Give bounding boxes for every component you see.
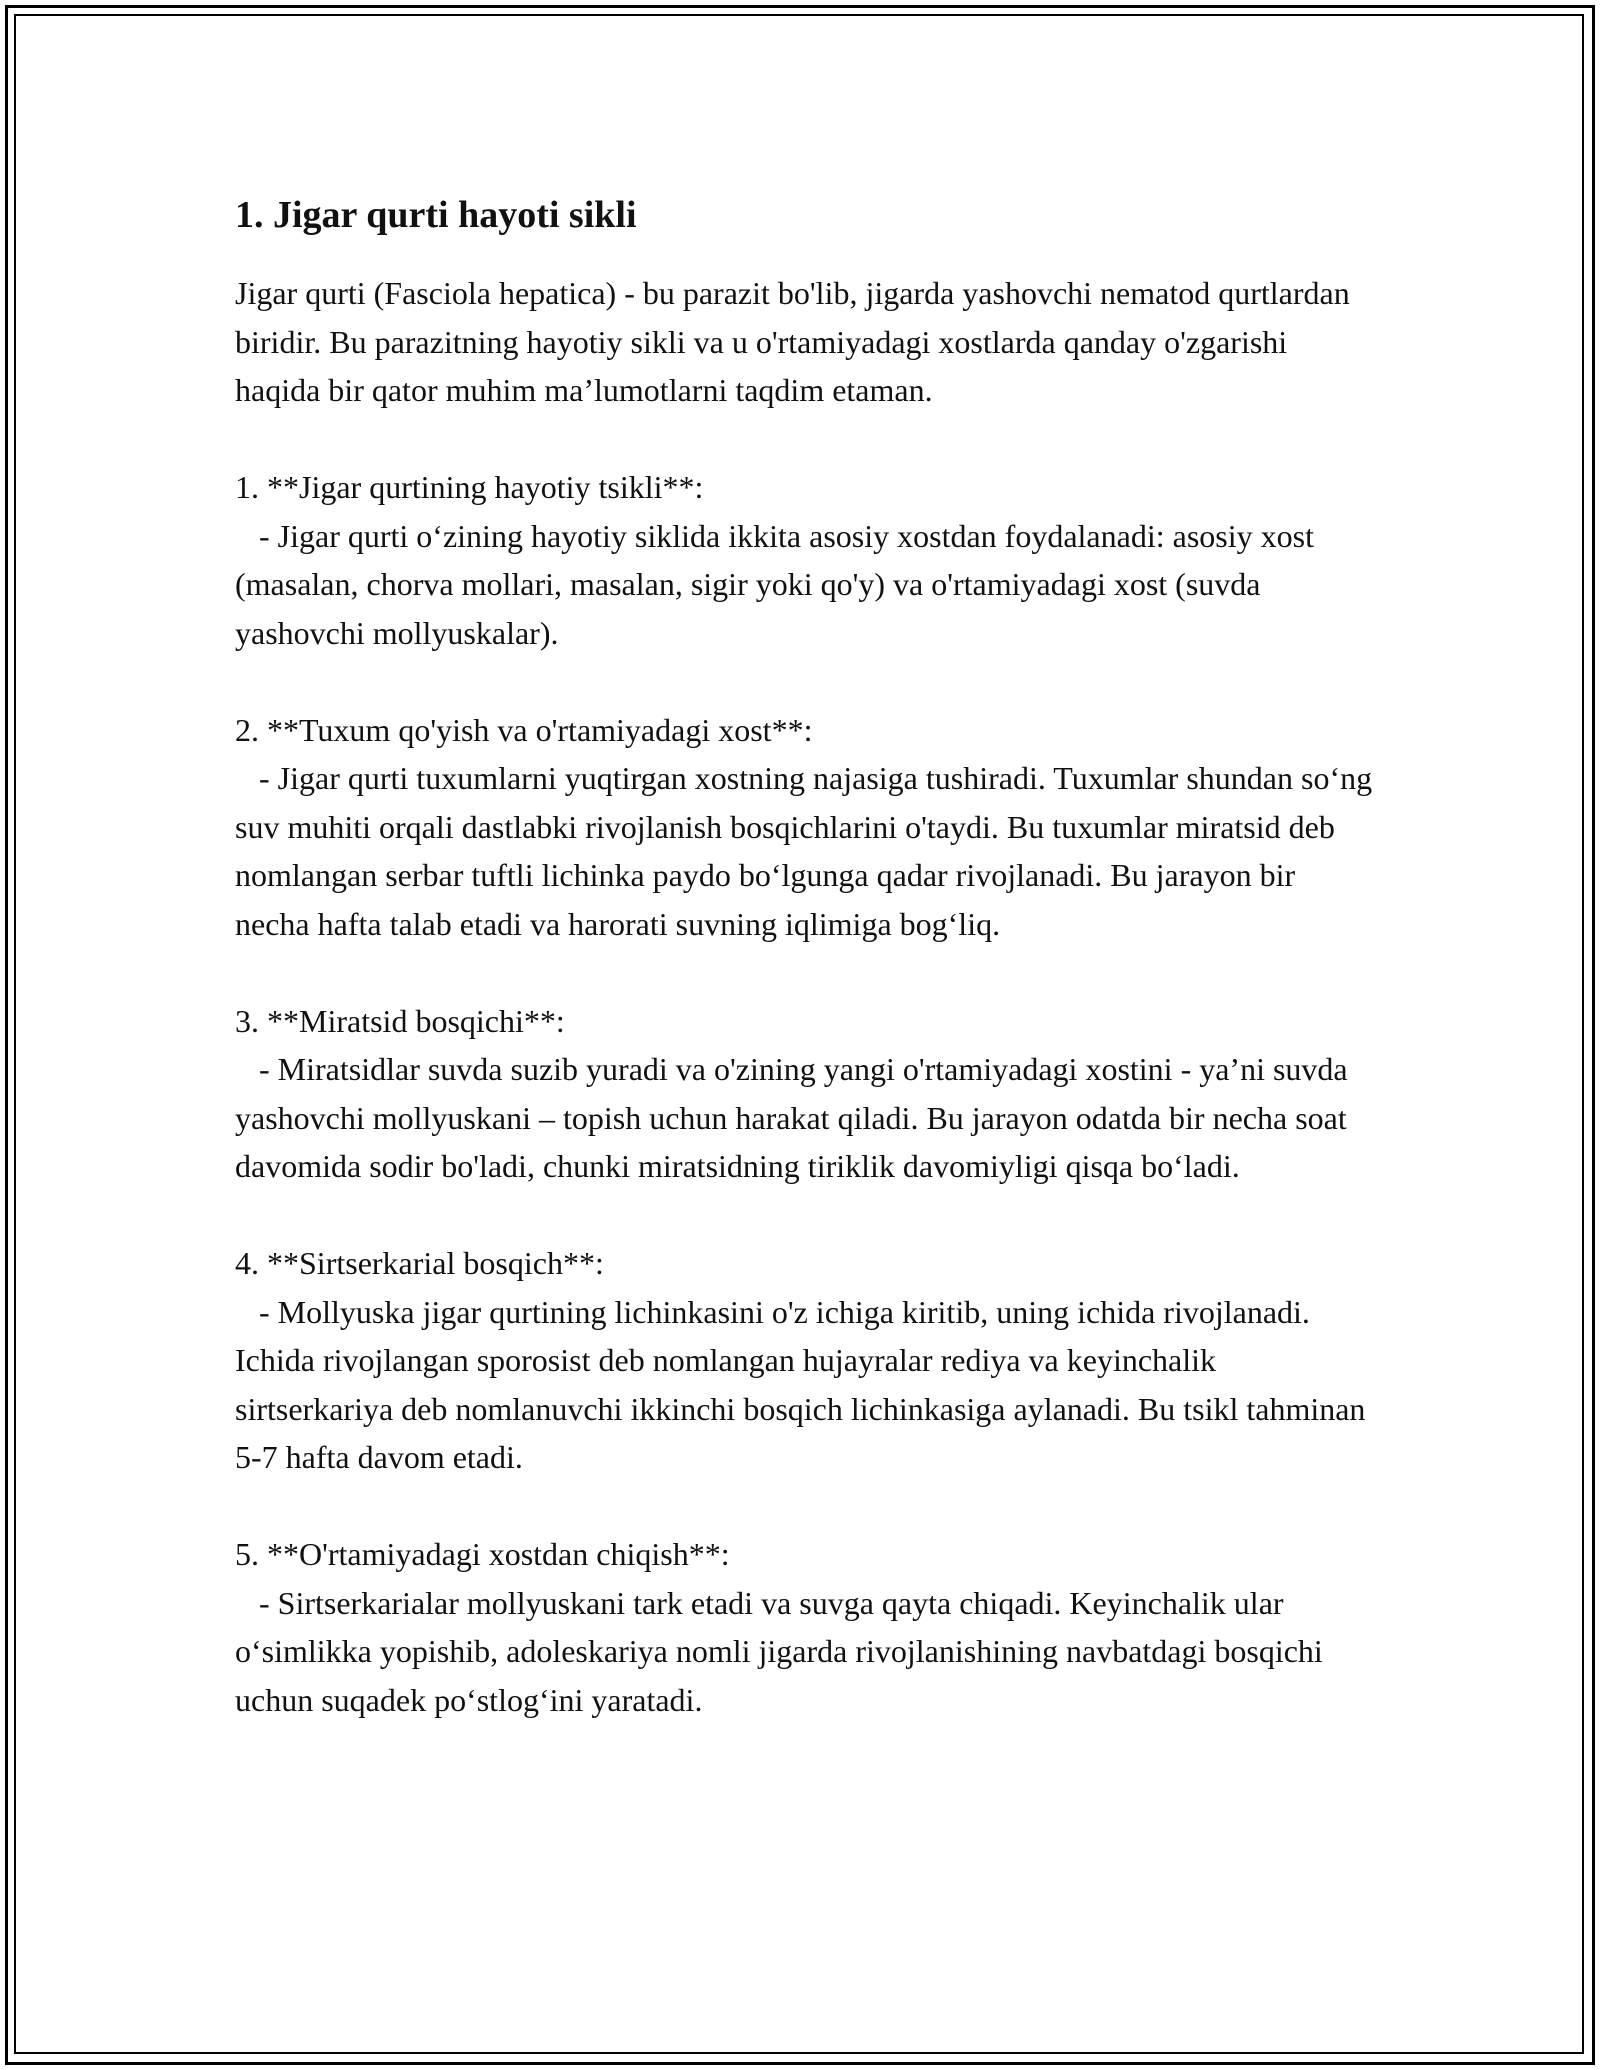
section-heading: 4. **Sirtserkarial bosqich**: [235, 1245, 604, 1281]
section-body: - Jigar qurti o‘zining hayotiy siklida ikkita asosiy xostdan foydalanadi: asosiy xost (masalan, chorva mollari, masalan, sigir yoki qo'y) va o'rtamiyadagi xost (suvda yashovchi mollyuskalar). [235, 517, 1322, 651]
section-2 [235, 706, 1381, 949]
intro-paragraph: Jigar qurti (Fasciola hepatica) - bu parazit bo'lib, jigarda yashovchi nematod qurtlardan biridir. Bu parazitning hayotiy sikli va u o'rtamiyadagi xostlarda qanday o'zgarishi haqida bir qator muhim ma’lumotlarni taqdim etaman. [235, 275, 1358, 408]
section-heading: 2. **Tuxum qo'yish va o'rtamiyadagi xost**: [235, 711, 813, 748]
section-heading: 3. **Miratsid bosqichi**: [235, 1002, 565, 1039]
document-title: 1. Jigar qurti hayoti sikli [235, 194, 637, 236]
section-heading: 1. **Jigar qurtining hayotiy tsikli**: [235, 469, 704, 505]
section-1 [235, 463, 1375, 657]
section-4 [235, 1239, 1375, 1482]
section-body: - Jigar qurti tuxumlarni yuqtirgan xostning najasiga tushiradi. Tuxumlar shundan so‘ng suv muhiti orqali dastlabki rivojlanish bosqichlarini o'taydi. Bu tuxumlar miratsid deb nomlangan serbar tuftli lichinka paydo bo‘lgunga qadar rivojlanadi. Bu jarayon bir necha hafta talab etadi va harorati suvning iqlimiga bog‘liq. [235, 760, 1381, 942]
section-5 [235, 1530, 1375, 1724]
section-body: - Sirtserkarialar mollyuskani tark etadi va suvga qayta chiqadi. Keyinchalik ular o‘simlikka yopishib, adoleskariya nomli jigarda rivojlanishining navbatdagi bosqichi uchun suqadek po‘stlog‘ini yaratadi. [235, 1584, 1331, 1718]
document-content [235, 186, 1381, 1724]
section-body: - Miratsidlar suvda suzib yuradi va o'zining yangi o'rtamiyadagi xostini - ya’ni suvda yashovchi mollyuskani – topish uchun harakat qiladi. Bu jarayon odatda bir necha soat davomida sodir bo'ladi, chunki miratsidning tiriklik davomiyligi qisqa bo‘ladi. [235, 1051, 1356, 1184]
section-body: - Mollyuska jigar qurtining lichinkasini o'z ichiga kiritib, uning ichida rivojlanadi. Ichida rivojlangan sporosist deb nomlangan hujayralar rediya va keyinchalik sirtserkariya deb nomlanuvchi ikkinchi bosqich lichinkasiga aylanadi. Bu tsikl tahminan 5-7 hafta davom etadi. [235, 1293, 1374, 1475]
section-3 [235, 997, 1375, 1191]
section-heading: 5. **O'rtamiyadagi xostdan chiqish**: [235, 1536, 730, 1572]
